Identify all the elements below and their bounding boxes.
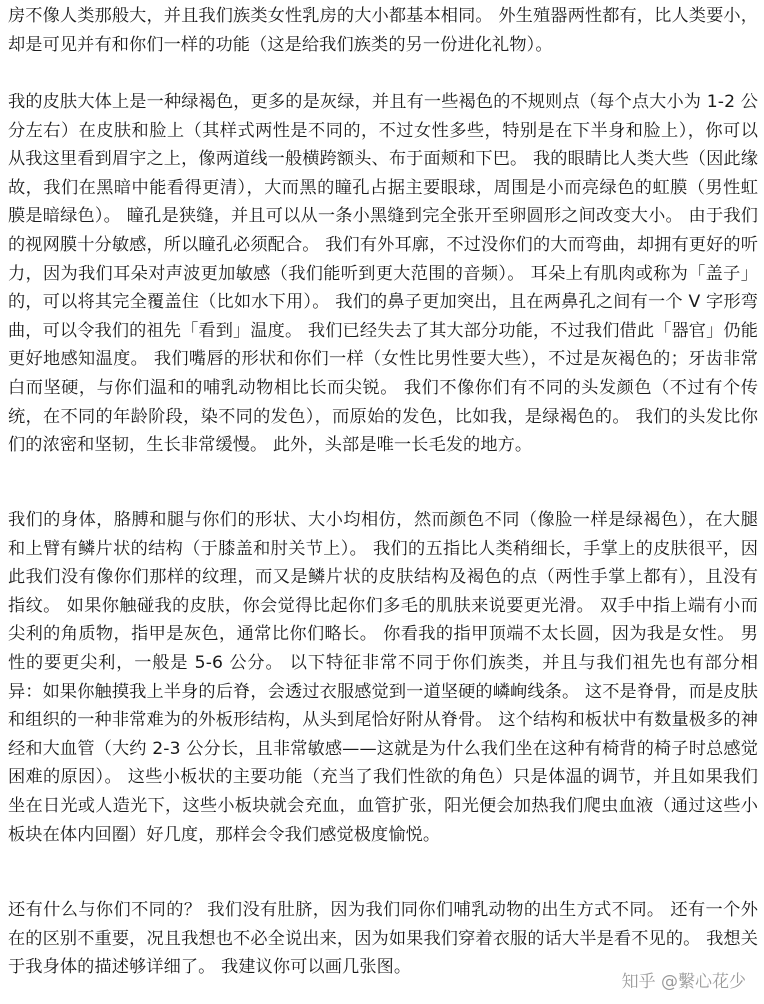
paragraph-3: 我们的身体，胳膊和腿与你们的形状、大小均相仿，然而颜色不同（像脸一样是绿褐色），在大腿和上臂有鳞片状的结构（于膝盖和肘关节上）。 我们的五指比人类稍细长，手掌上的皮肤很平，因此我们没有像你们那样的纹理，而又是鳞片状的皮肤结构及褐色的点（两性手掌上都有），且没有指纹。 如果你触碰我的皮肤，你会觉得比起你们多毛的肌肤来说要更光滑。 双手中指上端有小而尖利的角质物，指甲是灰色，通常比你们略长。 你看我的指甲顶端不太长圆，因为我是女性。 男性的要更尖利，一般是 5-6 公分。 以下特征非常不同于你们族类，并且与我们祖先也有部分相异：如果你触摸我上半身的后脊，会透过衣服感觉到一道坚硬的嶙峋线条。 这不是脊骨，而是皮肤和组织的一种非常难为的外板形结构，从头到尾恰好附从脊骨。 这个结构和板状中有数量极多的神经和大血管（大约 2-3 公分长，且非常敏感——这就是为什么我们坐在这种有椅背的椅子时总感觉困难的原因）。 这些小板状的主要功能（充当了我们性欲的角色）只是体温的调节，并且如果我们坐在日光或人造光下，这些小板块就会充血，血管扩张，阳光便会加热我们爬虫血液（通过这些小板块在体内回圈）好几度，那样会令我们感觉极度愉悦。: [8, 510, 758, 845]
paragraph-1: 房不像人类那般大，并且我们族类女性乳房的大小都基本相同。 外生殖器两性都有，比人类要小，却是可见并有和你们一样的功能（这是给我们族类的另一份进化礼物）。: [8, 6, 758, 55]
paragraph-4: 还有什么与你们不同的？ 我们没有肚脐，因为我们同你们哺乳动物的出生方式不同。 还有一个外在的区别不重要，况且我想也不必全说出来，因为如果我们穿着衣服的话大半是看不见的。 我想关于我身体的描述够详细了。 我建议你可以画几张图。: [8, 900, 758, 978]
paragraph-2: 我的皮肤大体上是一种绿褐色，更多的是灰绿，并且有一些褐色的不规则点（每个点大小为 1-2 公分左右）在皮肤和脸上（其样式两性是不同的，不过女性多些，特别是在下半身和脸上），你可以从我这里看到眉宇之上，像两道线一般横跨额头、布于面颊和下巴。 我的眼睛比人类大些（因此缘故，我们在黑暗中能看得更清），大而黑的瞳孔占据主要眼球，周围是小而亮绿色的虹膜（男性虹膜是暗绿色）。 瞳孔是狭缝，并且可以从一条小黑缝到完全张开至卵圆形之间改变大小。 由于我们的视网膜十分敏感，所以瞳孔必须配合。 我们有外耳廓，不过没你们的大而弯曲，却拥有更好的听力，因为我们耳朵对声波更加敏感（我们能听到更大范围的音频）。 耳朵上有肌肉或称为「盖子」的，可以将其完全覆盖住（比如水下用）。 我们的鼻子更加突出，且在两鼻孔之间有一个 V 字形弯曲，可以令我们的祖先「看到」温度。 我们已经失去了其大部分功能，不过我们借此「器官」仍能更好地感知温度。 我们嘴唇的形状和你们一样（女性比男性要大些），不过是灰褐色的；牙齿非常白而坚硬，与你们温和的哺乳动物相比长而尖锐。 我们不像你们有不同的头发颜色（不过有个传统，在不同的年龄阶段，染不同的发色），而原始的发色，比如我，是绿褐色的。 我们的头发比你们的浓密和坚韧，生长非常缓慢。 此外，头部是唯一长毛发的地方。: [8, 92, 758, 456]
zhihu-watermark: 知乎 @繫心花少: [620, 967, 748, 992]
